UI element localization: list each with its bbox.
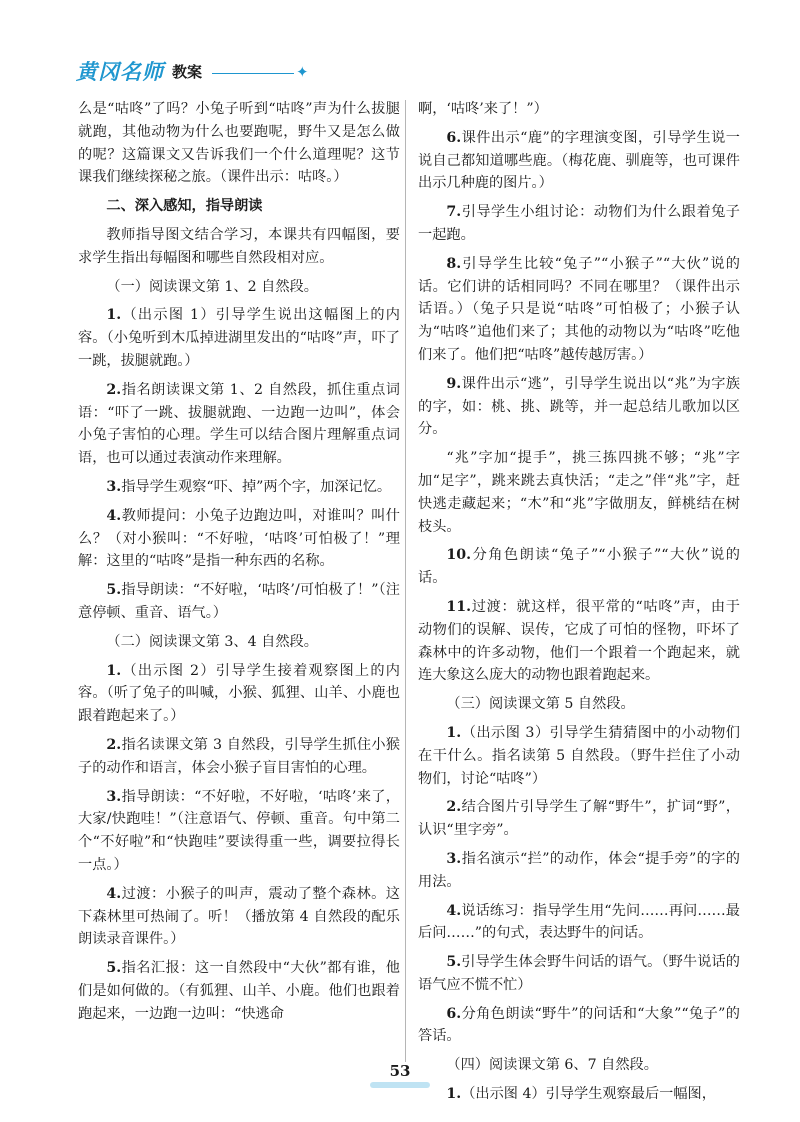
paragraph-text: （一）阅读课文第 1、2 自然段。 [106, 278, 318, 295]
item-number: 4. [446, 902, 462, 919]
paragraph-text: 指导朗读：“不好啦，‘咕咚’/可怕极了！”（注意停顿、重音、语气。） [78, 582, 400, 621]
header-rule [212, 73, 294, 74]
sparkle-icon: ✦ [296, 63, 309, 81]
paragraph [78, 276, 400, 299]
paragraph-text: 分角色朗读“兔子”“小猴子”“大伙”说的话。 [418, 547, 740, 587]
item-number: 7. [446, 204, 462, 221]
paragraph [418, 98, 740, 121]
paragraph-text: 指名演示“拦”的动作，体会“提手旁”的字的用法。 [418, 850, 740, 890]
paragraph-text: 指导朗读：“不好啦，不好啦，‘咕咚’来了，大家/快跑哇！”（注意语气、停顿、重音。句中第二个“不好啦”和“快跑哇”要读得重一些，调要拉得长一点。） [78, 788, 400, 873]
paragraph-text: 二、深入感知，指导朗读 [106, 198, 263, 215]
right-column [418, 98, 740, 1112]
paragraph [418, 900, 740, 946]
paragraph-text: （出示图 2）引导学生接着观察图上的内容。（听了兔子的叫喊，小猴、狐狸、山羊、小鹿也跟着跑起来了。） [78, 662, 400, 725]
paragraph [418, 373, 740, 441]
item-number: 3. [446, 850, 462, 867]
paragraph [418, 1003, 740, 1049]
page-number-ornament [370, 1082, 430, 1088]
item-number: 9. [446, 375, 462, 392]
paragraph-text: 引导学生比较“兔子”“小猴子”“大伙”说的话。它们讲的话相同吗？不同在哪里？（课件出示话语。）（兔子只是说“咕咚”可怕极了；小猴子认为“咕咚”追他们来了；其他的动物以为“咕咚”吃他们来了。他们把“咕咚”越传越厉害。） [418, 255, 740, 363]
header-subtitle: 教案 [172, 62, 203, 81]
paragraph-text: 引导学生小组讨论：动物们为什么跟着兔子一起跑。 [418, 204, 740, 243]
item-number: 3. [106, 788, 122, 805]
item-number: 2. [106, 381, 122, 398]
paragraph [78, 631, 400, 654]
paragraph [78, 579, 400, 625]
paragraph [78, 734, 400, 780]
page-number: 53 [389, 1062, 411, 1080]
paragraph [418, 796, 740, 842]
item-number: 2. [106, 736, 122, 753]
item-number: 5. [446, 954, 462, 971]
paragraph-text: 教师指导图文结合学习，本课共有四幅图，要求学生指出每幅图和哪些自然段相对应。 [78, 226, 400, 266]
item-number: 1. [106, 307, 122, 324]
paragraph-text: 过渡：小猴子的叫声，震动了整个森林。这下森林里可热闹了。听！（播放第 4 自然段的配乐朗读录音课件。） [78, 885, 400, 948]
paragraph-text: “兆”字加“提手”，挑三拣四挑不够；“兆”字加“足字”，跳来跳去真快活；“走之”伴“兆”字，赶快逃走藏起来；“木”和“兆”字做朋友，鲜桃结在树枝头。 [418, 450, 740, 535]
paragraph-text: 指名读课文第 3 自然段，引导学生抓住小猴子的动作和语言，体会小猴子盲目害怕的心理。 [78, 736, 400, 776]
paragraph-text: 啊，‘咕咚’来了！”） [418, 101, 548, 117]
paragraph-text: 指名汇报：这一自然段中“大伙”都有谁，他们是如何做的。（有狐狸、山羊、小鹿。他们也跟着跑起来，一边跑一边叫：“快逃命 [78, 960, 400, 1022]
paragraph-text: 结合图片引导学生了解“野牛”，扩词“野”，认识“里字旁”。 [418, 799, 740, 839]
paragraph [78, 379, 400, 470]
item-number: 10. [446, 547, 472, 564]
item-number: 1. [446, 1086, 462, 1103]
paragraph [418, 253, 740, 367]
page-header [76, 56, 309, 86]
item-number: 4. [106, 885, 122, 902]
paragraph [418, 544, 740, 590]
paragraph-text: （三）阅读课文第 5 自然段。 [446, 696, 635, 713]
paragraph [418, 848, 740, 894]
item-number: 3. [106, 478, 122, 495]
paragraph [418, 127, 740, 195]
paragraph-text: 引导学生体会野牛问话的语气。（野牛说话的语气应不慌不忙） [418, 954, 740, 993]
item-number: 6. [446, 1005, 462, 1022]
paragraph [418, 1083, 740, 1106]
section-heading [78, 195, 400, 218]
paragraph-text: 过渡：就这样，很平常的“咕咚”声，由于动物们的误解、误传，它成了可怕的怪物，吓坏了森林中的许多动物，他们一个跟着一个跑起来，就连大象这么庞大的动物也跟着跑起来。 [418, 598, 740, 684]
paragraph [418, 596, 740, 687]
item-number: 4. [106, 507, 122, 524]
paragraph-text: 指导学生观察“吓、掉”两个字，加深记忆。 [121, 478, 392, 495]
item-number: 8. [446, 255, 462, 272]
paragraph-text: （出示图 4）引导学生观察最后一幅图， [461, 1086, 716, 1103]
paragraph [78, 304, 400, 372]
paragraph [418, 201, 740, 247]
paragraph-text: 指名朗读课文第 1、2 自然段，抓住重点词语：“吓了一跳、拔腿就跑、一边跑一边叫”，体会小兔子害怕的心理。学生可以结合图片理解重点词语，也可以通过表演动作来理解。 [78, 381, 400, 467]
paragraph-text: 教师提问：小兔子边跑边叫，对谁叫？叫什么？（对小猴叫：“不好啦，‘咕咚’可怕极了！”理解：这里的“咕咚”是指一种东西的名称。 [78, 507, 400, 570]
paragraph-text: （四）阅读课文第 6、7 自然段。 [446, 1057, 658, 1074]
paragraph [78, 786, 400, 877]
left-column [78, 98, 400, 1031]
paragraph-text: （出示图 1）引导学生说出这幅图上的内容。（小兔听到木瓜掉进湖里发出的“咕咚”声，吓了一跳，拔腿就跑。） [78, 307, 400, 369]
item-number: 5. [106, 582, 122, 599]
item-number: 5. [106, 960, 122, 977]
paragraph-text: （出示图 3）引导学生猜猜图中的小动物们在干什么。指名读第 5 自然段。（野牛拦住了小动物们，讨论“咕咚”） [418, 724, 740, 787]
column-divider [405, 100, 406, 1062]
item-number: 6. [446, 129, 462, 146]
brand-logo-text: 黄冈名师 [76, 60, 164, 84]
paragraph-text: （二）阅读课文第 3、4 自然段。 [106, 633, 318, 650]
paragraph-text: 么是“咕咚”了吗？小兔子听到“咕咚”声为什么拔腿就跑，其他动物为什么也要跑呢，野牛又是怎么做的呢？这篇课文又告诉我们一个什么道理呢？这节课我们继续探秘之旅。（课件出示：咕咚。） [78, 101, 400, 186]
paragraph [78, 505, 400, 573]
paragraph-text: 课件出示“鹿”的字理演变图，引导学生说一说自己都知道哪些鹿。（梅花鹿、驯鹿等，也可课件出示几种鹿的图片。） [418, 129, 740, 192]
paragraph [78, 883, 400, 951]
item-number: 1. [106, 662, 122, 679]
paragraph [418, 722, 740, 790]
paragraph-text: 分角色朗读“野牛”的问话和“大象”“兔子”的答话。 [418, 1005, 740, 1045]
paragraph [418, 693, 740, 716]
paragraph [78, 957, 400, 1025]
item-number: 11. [446, 598, 472, 615]
paragraph [78, 98, 400, 189]
paragraph [78, 476, 400, 499]
paragraph [418, 951, 740, 997]
paragraph-text: 说话练习：指导学生用“先问……再问……最后问……”的句式，表达野牛的问话。 [418, 902, 740, 942]
item-number: 1. [446, 724, 462, 741]
paragraph [78, 660, 400, 728]
paragraph-text: 课件出示“逃”，引导学生说出以“兆”为字族的字，如：桃、挑、跳等，并一起总结儿歌加以区分。 [418, 375, 740, 438]
item-number: 2. [446, 799, 462, 816]
paragraph [78, 224, 400, 270]
paragraph [418, 447, 740, 538]
